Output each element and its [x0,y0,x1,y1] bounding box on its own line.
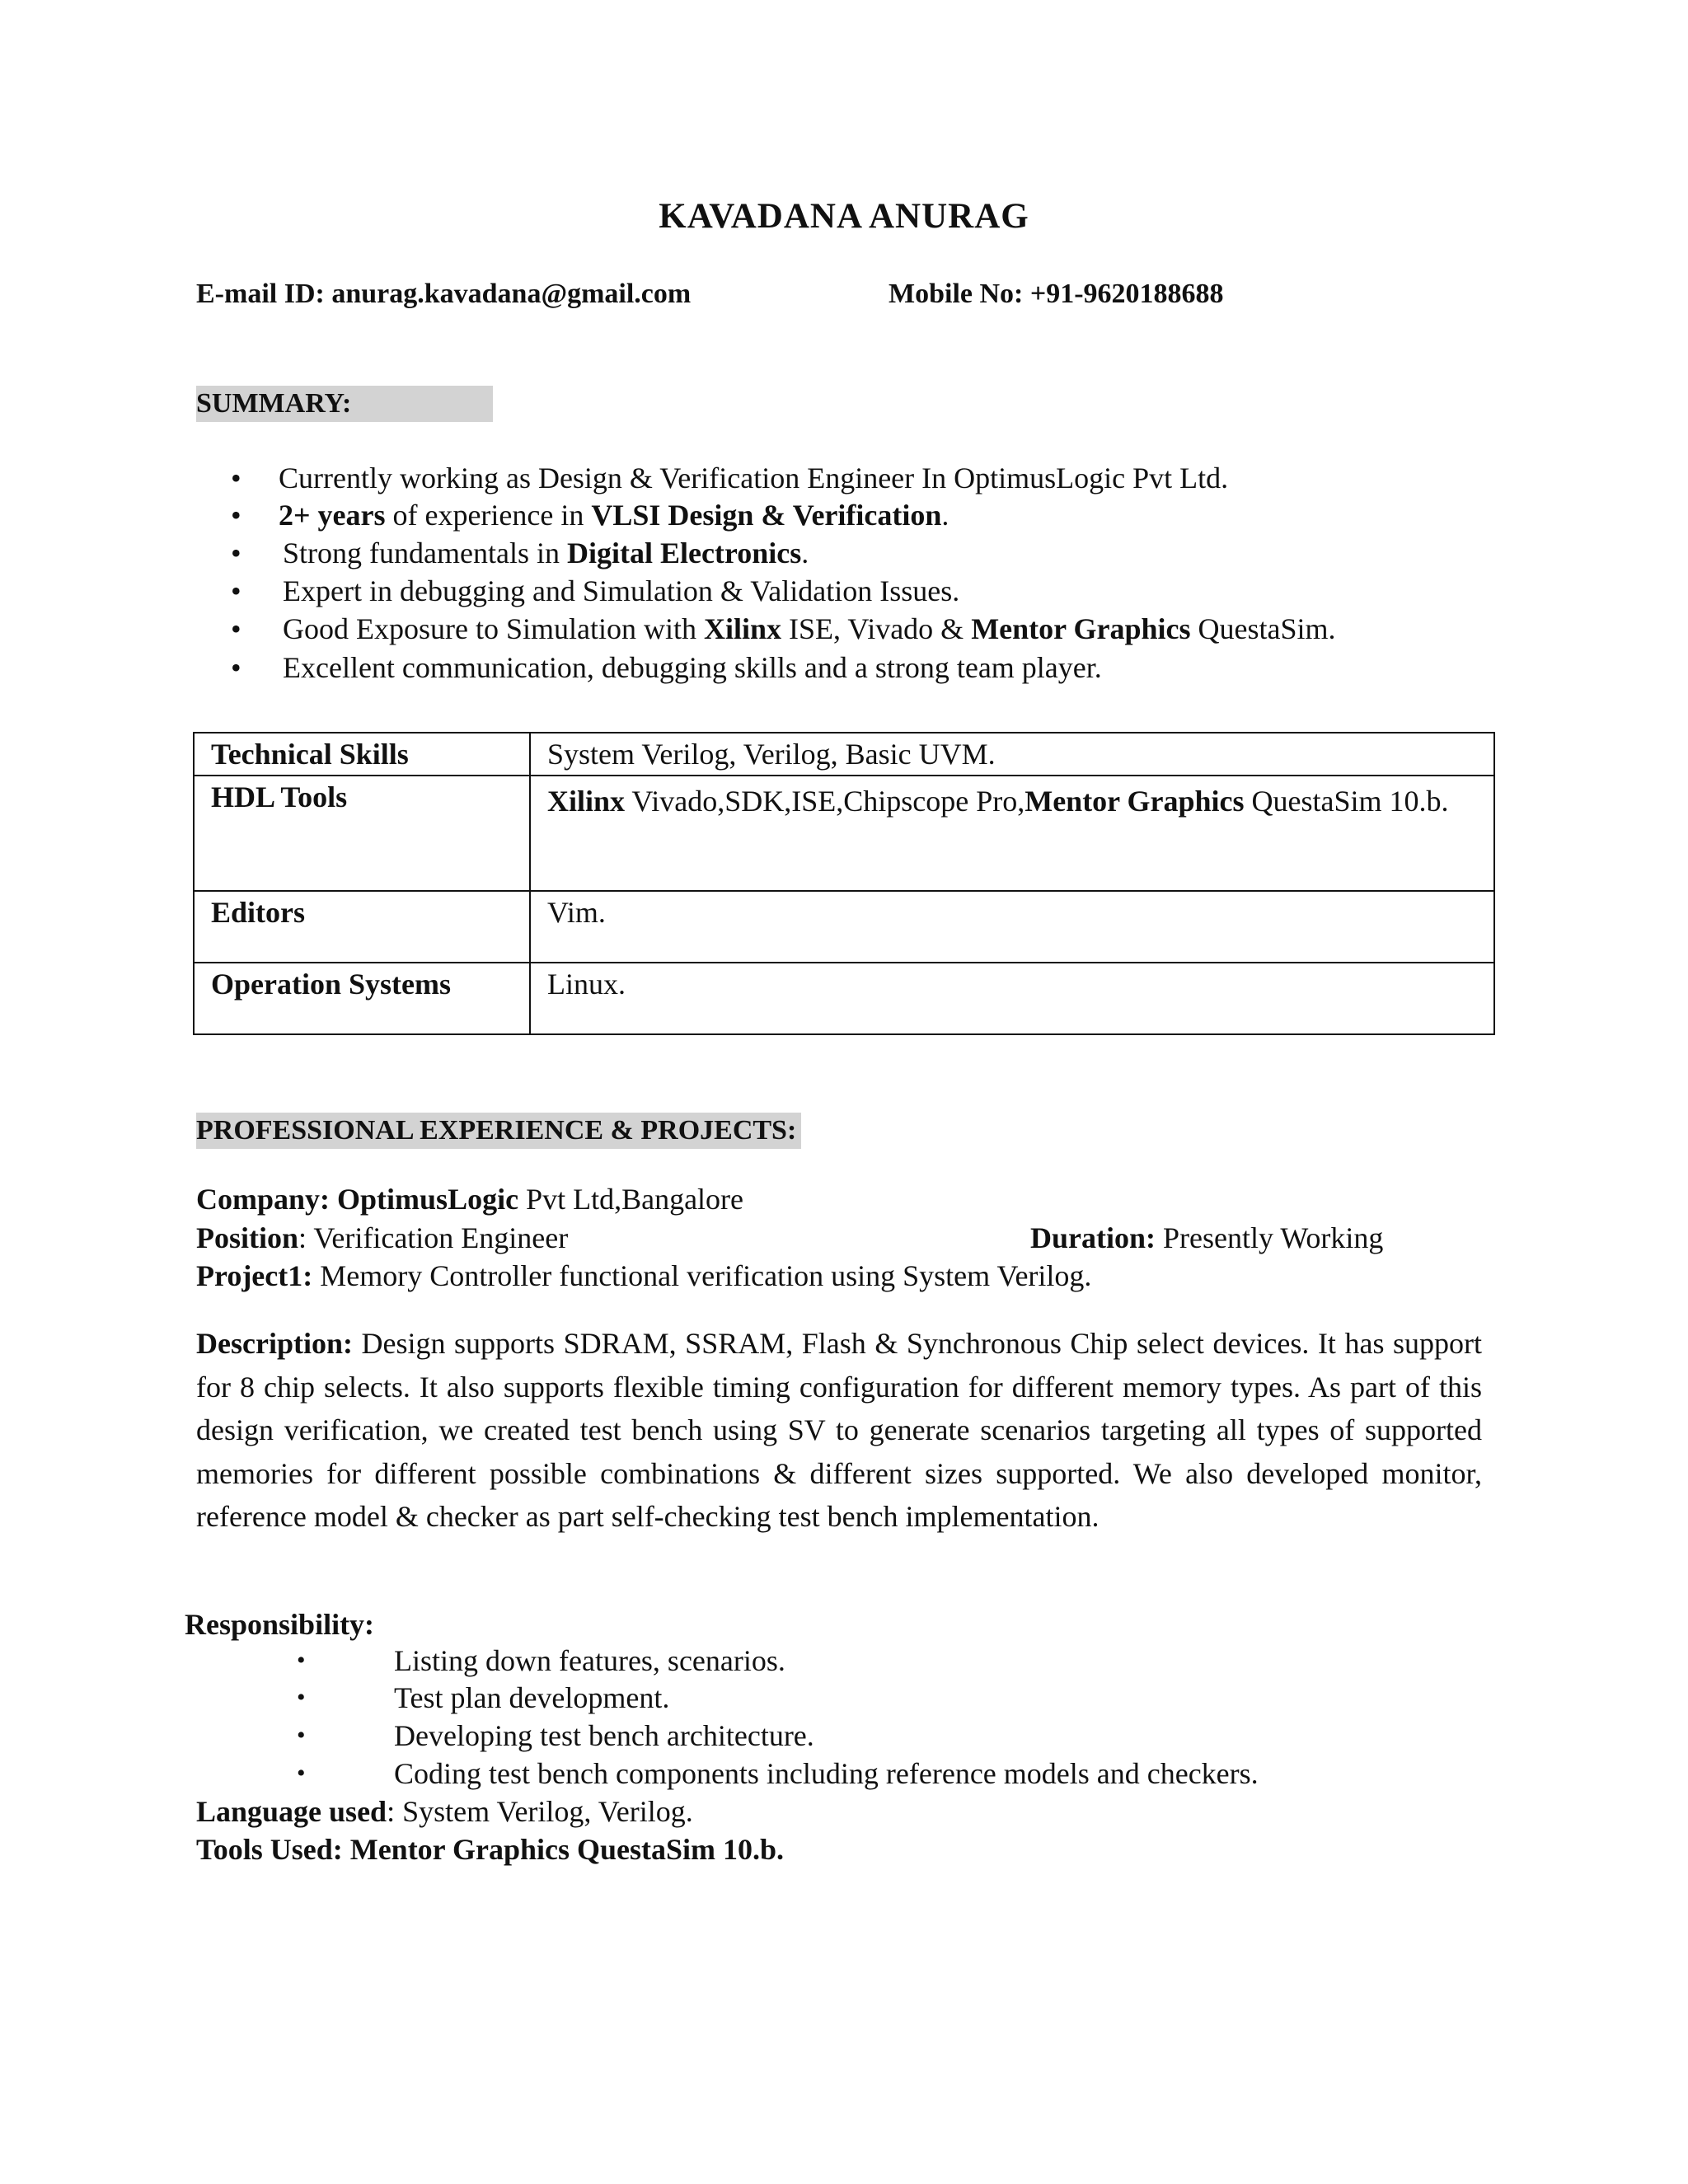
position-line: Position: Verification Engineer [196,1221,569,1254]
bullet-icon: • [231,574,241,607]
company-line: Company: OptimusLogic Pvt Ltd,Bangalore [196,1183,744,1216]
bullet-icon: • [231,612,241,645]
duration-line: Duration: Presently Working [1030,1221,1384,1254]
project-line: Project1: Memory Controller functional verification using System Verilog. [196,1259,1092,1292]
bullet-icon: • [297,1760,306,1787]
summary-heading: SUMMARY: [196,386,493,422]
table-row [194,733,1494,776]
skill-value: Vim. [530,891,1494,963]
skills-table [193,732,1495,1035]
project-description: Description: Design supports SDRAM, SSRAM, Flash & Synchronous Chip select devices. It has support for 8 chip selects. It also supports flexible timing configuration for different memory types. As part of this design verification, we created test bench using SV to generate scenarios targeting all types of supported memories for different possible combinations & different sizes supported. We also developed monitor, reference model & checker as part self-checking test bench implementation. [196,1327,1482,1533]
bullet-icon: • [231,537,241,569]
experience-heading: PROFESSIONAL EXPERIENCE & PROJECTS: [196,1113,801,1149]
tools-line: Tools Used: Mentor Graphics QuestaSim 10.b. [196,1833,785,1866]
email-line [196,279,691,310]
mobile-line [889,279,1224,310]
skill-value: Xilinx Vivado,SDK,ISE,Chipscope Pro,Mentor Graphics QuestaSim 10.b. [530,776,1494,891]
summary-item-text: Strong fundamentals in Digital Electronics. [283,537,809,569]
skill-value: Linux. [530,963,1494,1034]
summary-item-text: Excellent communication, debugging skills and a strong team player. [283,651,1102,684]
responsibility-text: Test plan development. [394,1681,670,1714]
responsibility-text: Developing test bench architecture. [394,1719,814,1752]
responsibility-text: Coding test bench components including reference models and checkers. [394,1757,1259,1790]
summary-item-text: Currently working as Design & Verification Engineer In OptimusLogic Pvt Ltd. [279,462,1229,494]
responsibility-heading: Responsibility: [185,1608,375,1641]
bullet-icon: • [231,462,241,494]
email-label: E-mail ID: [196,279,325,309]
mobile-label: Mobile No: [889,279,1024,309]
summary-item-text: 2+ years of experience in VLSI Design & Verification. [279,499,950,532]
bullet-icon: • [231,499,241,532]
skill-key: Technical Skills [194,733,530,776]
skill-key: Editors [194,891,530,963]
mobile-number: +91-9620188688 [1029,279,1224,309]
bullet-icon: • [297,1647,306,1674]
skill-key: HDL Tools [194,776,530,891]
table-row [194,891,1494,963]
skill-value: System Verilog, Verilog, Basic UVM. [530,733,1494,776]
bullet-icon: • [297,1722,306,1749]
candidate-name: KAVADANA ANURAG [659,197,1029,236]
table-row [194,776,1494,891]
bullet-icon: • [297,1684,306,1711]
summary-item-text: Expert in debugging and Simulation & Validation Issues. [283,574,960,607]
summary-item-text: Good Exposure to Simulation with Xilinx ISE, Vivado & Mentor Graphics QuestaSim. [283,612,1336,645]
table-row [194,963,1494,1034]
bullet-icon: • [231,651,241,684]
skill-key: Operation Systems [194,963,530,1034]
email-address: anurag.kavadana@gmail.com [331,279,692,309]
responsibility-text: Listing down features, scenarios. [394,1644,785,1677]
language-line: Language used: System Verilog, Verilog. [196,1795,693,1828]
